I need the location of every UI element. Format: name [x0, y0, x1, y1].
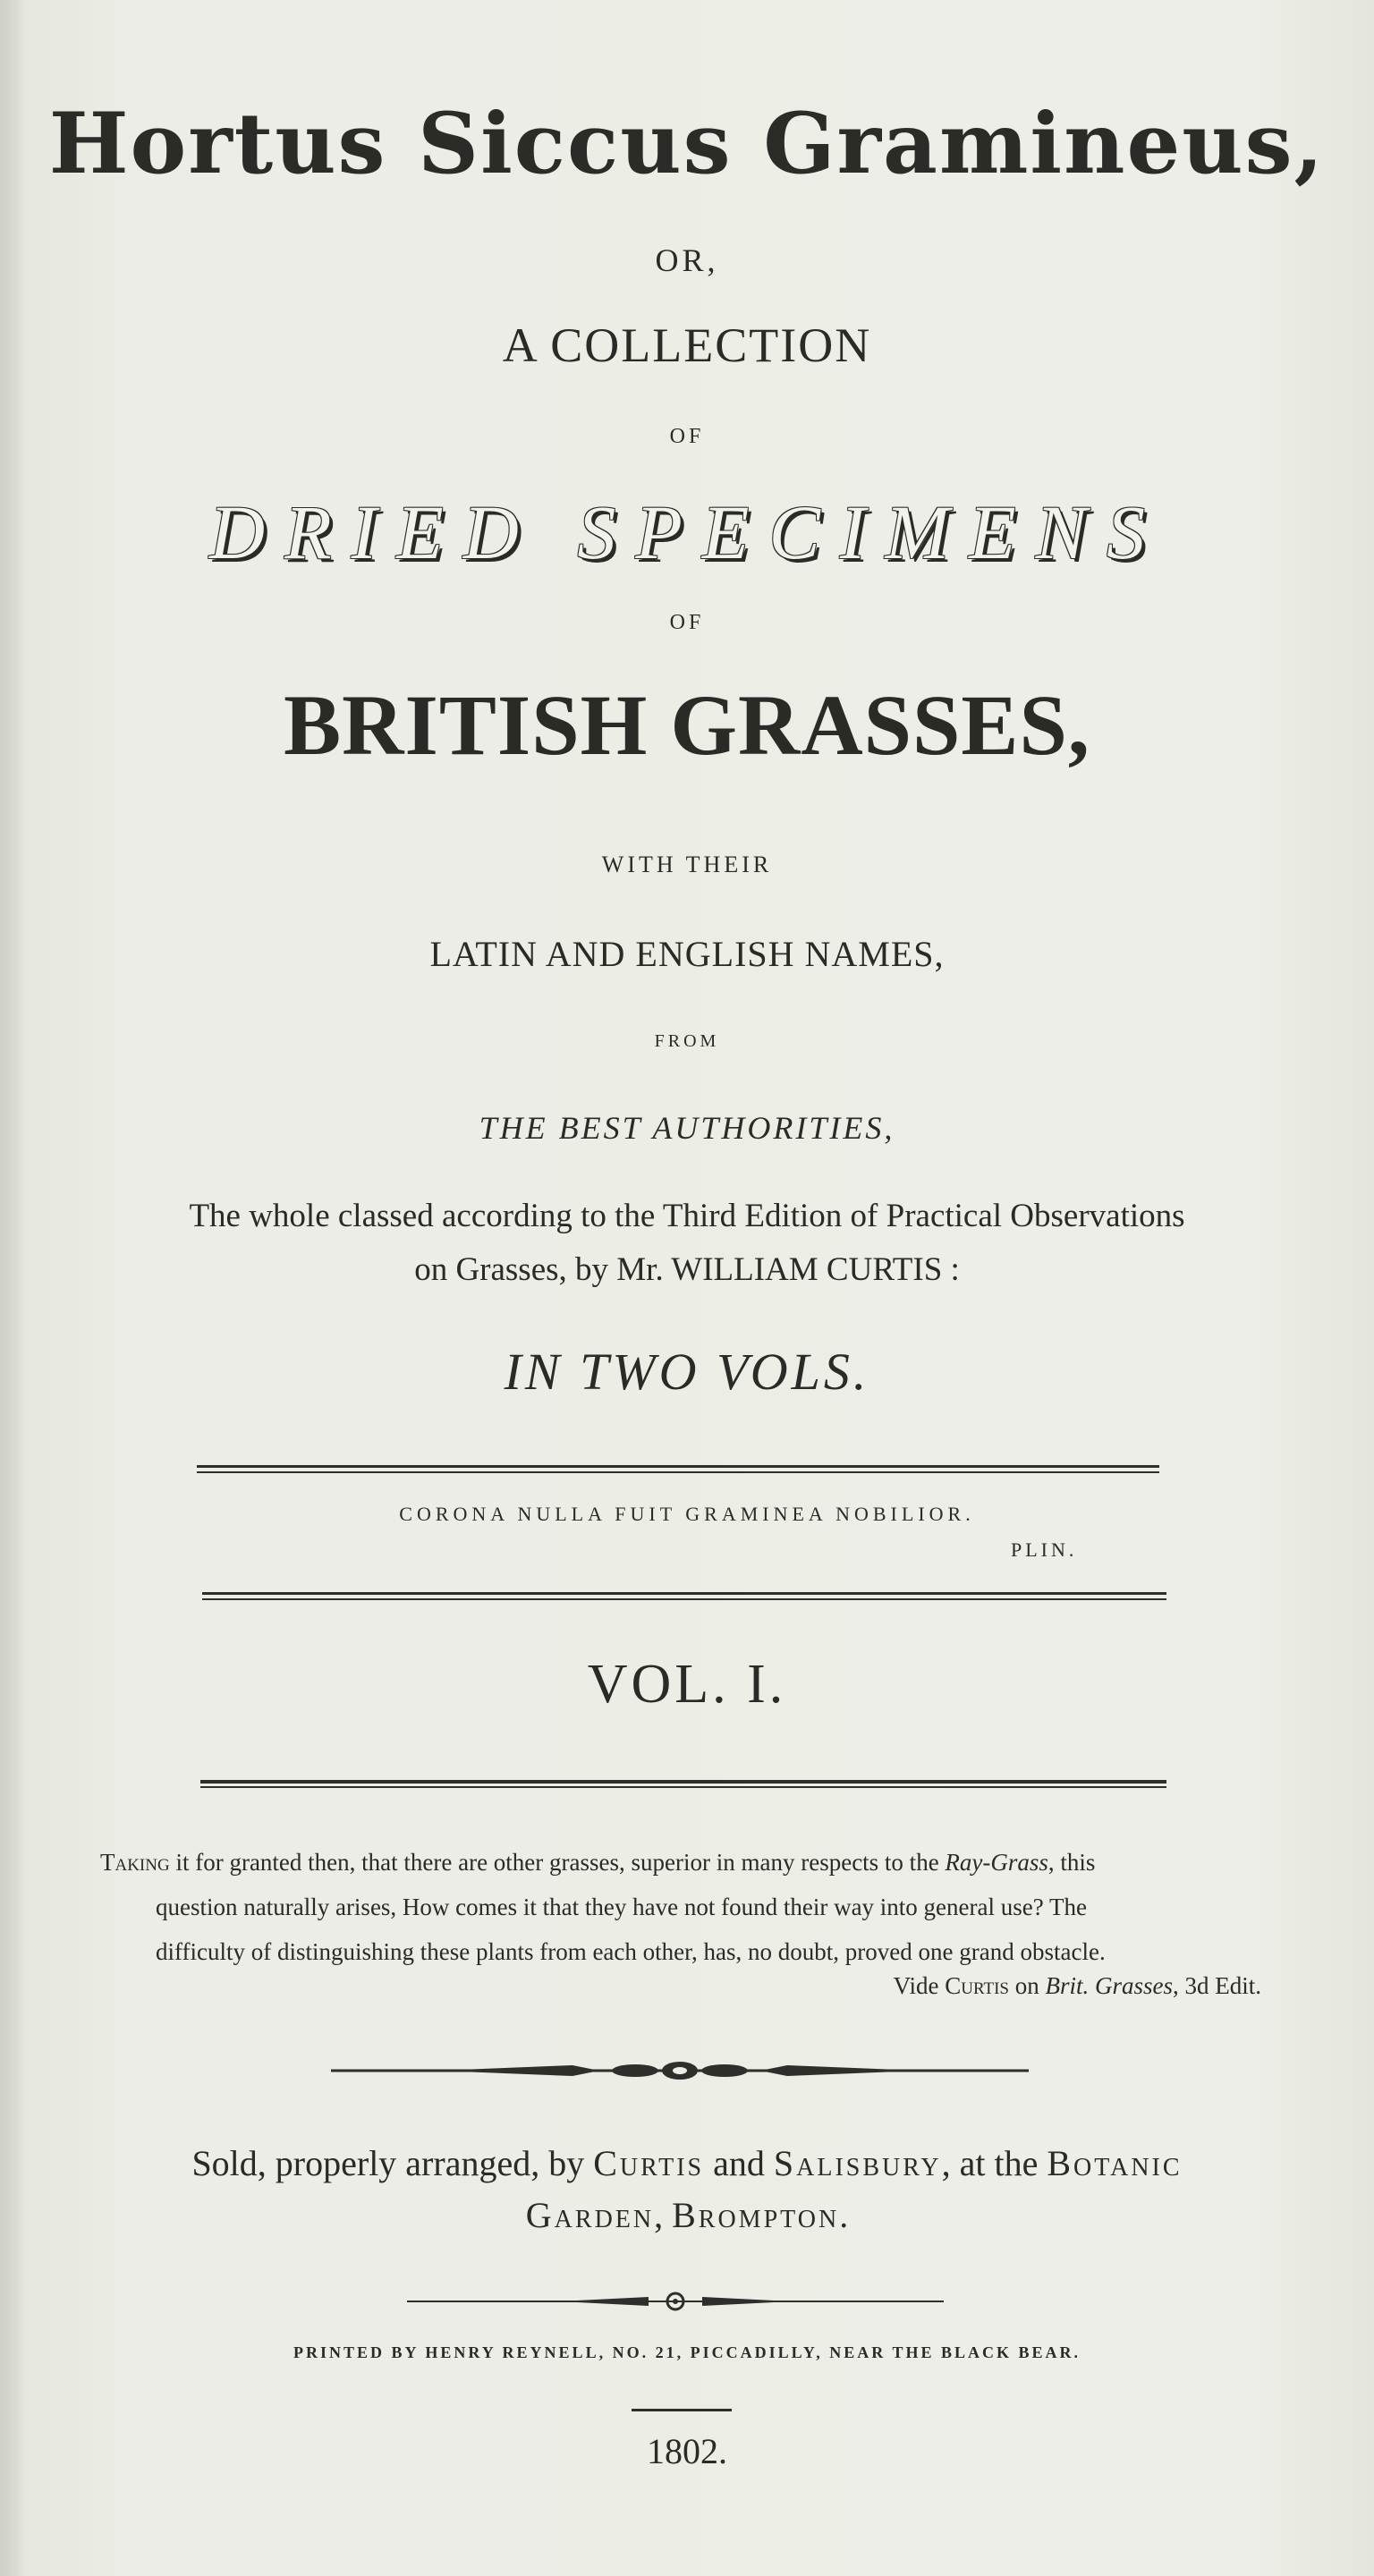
- from-line: FROM: [654, 1031, 720, 1051]
- vide-suffix: , 3d Edit.: [1173, 1972, 1261, 1999]
- vide-work: Brit. Grasses: [1045, 1972, 1173, 1999]
- sold-curtis: Curtis: [593, 2143, 705, 2183]
- quote-citation: [894, 1972, 1261, 2000]
- volume-number: VOL. I.: [587, 1654, 787, 1715]
- collection-line: A COLLECTION: [502, 318, 872, 372]
- sold-by-line-1: [0, 2138, 1374, 2190]
- publication-year: 1802.: [647, 2431, 727, 2471]
- of-line-1: OF: [669, 425, 705, 448]
- quote-ray-grass: Ray-Grass: [945, 1849, 1048, 1876]
- sold-by-line-2: [0, 2190, 1374, 2241]
- quote-part-1: it for granted then, that there are other grasses, superior in many respects to the: [169, 1849, 946, 1876]
- epigraph-quote: [100, 1840, 1263, 1974]
- of-line-2: OF: [669, 611, 705, 634]
- dried-specimens-heading: DRIED SPECIMENS: [208, 489, 1165, 575]
- latin-english-names-line: LATIN AND ENGLISH NAMES,: [429, 934, 945, 974]
- vide-curtis: Curtis: [945, 1972, 1009, 1999]
- british-grasses-heading: BRITISH GRASSES,: [284, 677, 1090, 773]
- ornamental-divider-1: [331, 2055, 1029, 2086]
- sold-comma: ,: [654, 2195, 673, 2235]
- classification-line-1: The whole classed according to the Third Edition of Practical Observations: [189, 1198, 1185, 1234]
- ornamental-divider-2: [407, 2290, 944, 2313]
- sold-and: and: [704, 2143, 774, 2183]
- two-volumes-line: IN TWO VOLS.: [504, 1343, 870, 1401]
- latin-motto: CORONA NULLA FUIT GRAMINEA NOBILIOR.: [399, 1503, 975, 1525]
- best-authorities-line: THE BEST AUTHORITIES,: [479, 1110, 895, 1146]
- sold-botanic: Botanic: [1047, 2143, 1183, 2183]
- quote-lead: Taking: [100, 1849, 170, 1876]
- quote-part-2: , this: [1047, 1849, 1096, 1876]
- with-their-line: WITH THEIR: [601, 852, 773, 877]
- quote-line-2: question naturally arises, How comes it that they have not found their way into general use? The: [156, 1894, 1087, 1920]
- vide-on: on: [1008, 1972, 1046, 1999]
- sold-part-1: Sold, properly arranged, by: [191, 2143, 594, 2183]
- sold-garden: Garden: [525, 2195, 655, 2235]
- printer-imprint: PRINTED BY HENRY REYNELL, NO. 21, PICCADILLY, NEAR THE BLACK BEAR.: [293, 2343, 1081, 2361]
- sold-brompton: Brompton: [672, 2195, 840, 2235]
- quote-line-3: difficulty of distinguishing these plants from each other, has, no doubt, proved one grand obstacle.: [156, 1938, 1106, 1965]
- sold-salisbury: Salisbury: [773, 2143, 942, 2183]
- or-line: OR,: [655, 242, 719, 278]
- sold-period: .: [839, 2195, 849, 2235]
- motto-attribution: PLIN.: [1011, 1538, 1078, 1561]
- title-blackletter: Hortus Siccus Gramineus,: [48, 95, 1326, 193]
- classification-line-2: on Grasses, by Mr. WILLIAM CURTIS :: [414, 1251, 960, 1288]
- vide-prefix: Vide: [893, 1972, 946, 1999]
- sold-at: , at the: [941, 2143, 1047, 2183]
